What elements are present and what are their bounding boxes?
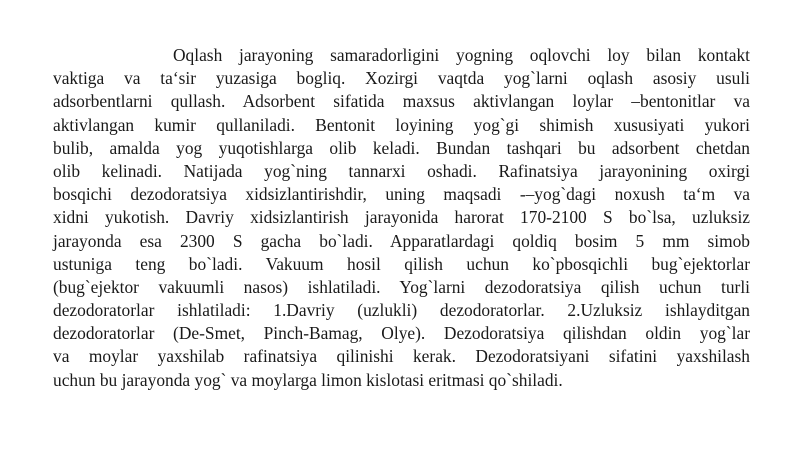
paragraph-line: uchun bu jarayonda yog` va moylarga limon kislotasi eritmasi qo`shiladi. <box>53 369 563 390</box>
paragraph-line: bosqichi dezodoratsiya xidsizlantirishdir, uning maqsadi -–yog`dagi noxush ta‘m va <box>53 184 750 205</box>
paragraph-line: vaktiga va ta‘sir yuzasiga bogliq. Xozirgi vaqtda yog`larni oqlash asosiy usuli <box>53 68 750 89</box>
paragraph-line: dezodoratorlar (De-Smet, Pinch-Bamag, Olye). Dezodoratsiya qilishdan oldin yog`lar <box>53 323 750 344</box>
paragraph-line: xidni yukotish. Davriy xidsizlantirish jarayonida harorat 170-2100 S bo`lsa, uzluksiz <box>53 207 750 228</box>
paragraph-line: ustuniga teng bo`ladi. Vakuum hosil qilish uchun ko`pbosqichli bug`ejektorlar <box>53 253 750 274</box>
paragraph-line: (bug`ejektor vakuumli nasos) ishlatiladi. Yog`larni dezodoratsiya qilish uchun turli <box>53 276 750 297</box>
paragraph-line: bulib, amalda yog yuqotishlarga olib keladi. Bundan tashqari bu adsorbent chetdan <box>53 137 750 158</box>
paragraph-line: olib kelinadi. Natijada yog`ning tannarxi oshadi. Rafinatsiya jarayonining oxirgi <box>53 160 750 181</box>
paragraph-line: va moylar yaxshilab rafinatsiya qilinishi kerak. Dezodoratsiyani sifatini yaxshilash <box>53 346 750 367</box>
paragraph-line: dezodoratorlar ishlatiladi: 1.Davriy (uzlukli) dezodoratorlar. 2.Uzluksiz ishlayditgan <box>53 300 750 321</box>
paragraph-line: aktivlangan kumir qullaniladi. Bentonit loyining yog`gi shimish xususiyati yukori <box>53 114 750 135</box>
paragraph <box>53 44 750 392</box>
paragraph-line: Oqlash jarayoning samaradorligini yogning oqlovchi loy bilan kontakt <box>173 45 750 65</box>
paragraph-line: jarayonda esa 2300 S gacha bo`ladi. Apparatlardagi qoldiq bosim 5 mm simob <box>53 230 750 251</box>
paragraph-line: adsorbentlarni qullash. Adsorbent sifatida maxsus aktivlangan loylar –bentonitlar va <box>53 91 750 112</box>
